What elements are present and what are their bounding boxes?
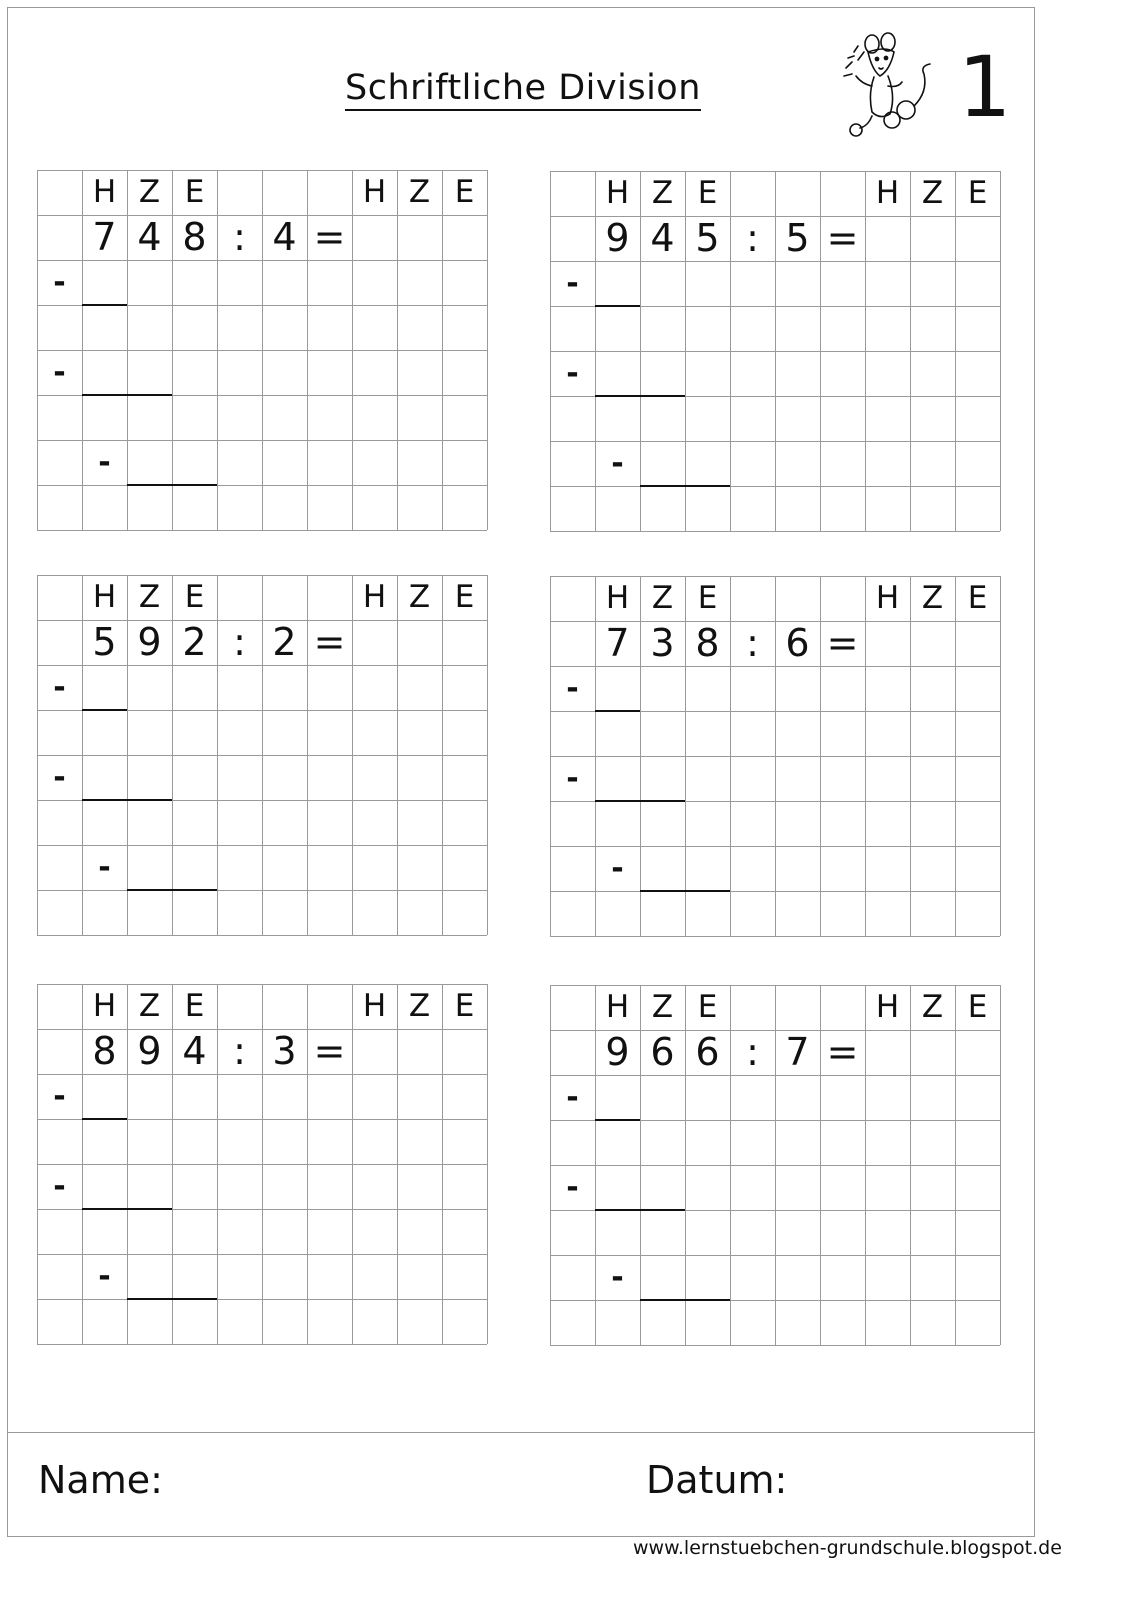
dividend-digit: 4 — [137, 215, 162, 259]
step-underline — [127, 484, 217, 486]
place-header-h: H — [605, 175, 630, 211]
minus-sign: - — [53, 1079, 66, 1114]
dividend-digit: 8 — [92, 1029, 117, 1073]
result-header-h: H — [362, 988, 387, 1024]
minus-sign: - — [566, 1170, 579, 1205]
minus-sign: - — [566, 1080, 579, 1115]
equals-sign: = — [826, 621, 859, 665]
minus-sign: - — [53, 670, 66, 705]
minus-sign: - — [53, 760, 66, 795]
step-underline — [82, 799, 172, 801]
minus-sign: - — [566, 761, 579, 796]
dividend-digit: 4 — [650, 216, 675, 260]
mouse-illustration — [828, 22, 946, 140]
result-header-h: H — [875, 989, 900, 1025]
place-header-h: H — [92, 988, 117, 1024]
divide-sign: : — [233, 1029, 246, 1073]
dividend-digit: 7 — [605, 621, 630, 665]
step-underline — [82, 304, 127, 306]
minus-sign: - — [53, 1169, 66, 1204]
place-header-e: E — [184, 988, 205, 1024]
divide-sign: : — [746, 621, 759, 665]
dividend-digit: 6 — [650, 1030, 675, 1074]
step-underline — [595, 305, 640, 307]
footer-divider — [8, 1432, 1034, 1433]
place-header-h: H — [92, 579, 117, 615]
divide-sign: : — [233, 620, 246, 664]
result-header-e: E — [454, 174, 475, 210]
dividend-digit: 9 — [137, 620, 162, 664]
page-title: Schriftliche Division — [345, 68, 701, 111]
divisor: 5 — [785, 216, 810, 260]
division-grid — [550, 576, 1000, 936]
step-underline — [82, 1118, 127, 1120]
result-header-e: E — [967, 989, 988, 1025]
place-header-e: E — [697, 989, 718, 1025]
place-header-z: Z — [651, 175, 674, 211]
dividend-digit: 3 — [650, 621, 675, 665]
division-grid — [550, 171, 1000, 531]
result-header-z: Z — [921, 175, 944, 211]
divisor: 3 — [272, 1029, 297, 1073]
dividend-digit: 2 — [182, 620, 207, 664]
minus-sign: - — [611, 851, 624, 886]
divide-sign: : — [233, 215, 246, 259]
dividend-digit: 9 — [605, 216, 630, 260]
place-header-h: H — [605, 580, 630, 616]
sheet-number: 1 — [958, 38, 1012, 136]
place-header-z: Z — [138, 579, 161, 615]
step-underline — [127, 1298, 217, 1300]
step-underline — [640, 485, 730, 487]
minus-sign: - — [566, 266, 579, 301]
result-header-h: H — [362, 174, 387, 210]
dividend-digit: 9 — [137, 1029, 162, 1073]
step-underline — [595, 1119, 640, 1121]
minus-sign: - — [611, 446, 624, 481]
equals-sign: = — [826, 1030, 859, 1074]
division-grid — [37, 984, 487, 1344]
result-header-e: E — [454, 579, 475, 615]
minus-sign: - — [566, 671, 579, 706]
result-header-z: Z — [408, 988, 431, 1024]
result-header-e: E — [967, 580, 988, 616]
result-header-z: Z — [921, 580, 944, 616]
equals-sign: = — [313, 620, 346, 664]
step-underline — [82, 709, 127, 711]
step-underline — [82, 1208, 172, 1210]
place-header-z: Z — [138, 988, 161, 1024]
result-header-h: H — [875, 175, 900, 211]
divisor: 4 — [272, 215, 297, 259]
place-header-h: H — [605, 989, 630, 1025]
minus-sign: - — [53, 265, 66, 300]
division-grid — [37, 170, 487, 530]
dividend-digit: 5 — [695, 216, 720, 260]
place-header-z: Z — [651, 580, 674, 616]
result-header-e: E — [967, 175, 988, 211]
step-underline — [640, 1299, 730, 1301]
step-underline — [595, 395, 685, 397]
step-underline — [595, 800, 685, 802]
divisor: 7 — [785, 1030, 810, 1074]
result-header-z: Z — [408, 579, 431, 615]
dividend-digit: 6 — [695, 1030, 720, 1074]
dividend-digit: 8 — [182, 215, 207, 259]
result-header-z: Z — [921, 989, 944, 1025]
divisor: 6 — [785, 621, 810, 665]
dividend-digit: 5 — [92, 620, 117, 664]
result-header-h: H — [362, 579, 387, 615]
divide-sign: : — [746, 1030, 759, 1074]
division-grid — [550, 985, 1000, 1345]
place-header-e: E — [697, 580, 718, 616]
step-underline — [595, 1209, 685, 1211]
date-label: Datum: — [646, 1458, 788, 1502]
step-underline — [595, 710, 640, 712]
place-header-z: Z — [651, 989, 674, 1025]
result-header-h: H — [875, 580, 900, 616]
dividend-digit: 9 — [605, 1030, 630, 1074]
minus-sign: - — [566, 356, 579, 391]
dividend-digit: 8 — [695, 621, 720, 665]
step-underline — [127, 889, 217, 891]
divide-sign: : — [746, 216, 759, 260]
dividend-digit: 4 — [182, 1029, 207, 1073]
equals-sign: = — [826, 216, 859, 260]
dividend-digit: 7 — [92, 215, 117, 259]
minus-sign: - — [98, 850, 111, 885]
minus-sign: - — [611, 1260, 624, 1295]
name-label: Name: — [38, 1458, 163, 1502]
minus-sign: - — [53, 355, 66, 390]
minus-sign: - — [98, 445, 111, 480]
place-header-e: E — [184, 579, 205, 615]
place-header-e: E — [184, 174, 205, 210]
divisor: 2 — [272, 620, 297, 664]
equals-sign: = — [313, 215, 346, 259]
step-underline — [82, 394, 172, 396]
place-header-h: H — [92, 174, 117, 210]
minus-sign: - — [98, 1259, 111, 1294]
result-header-z: Z — [408, 174, 431, 210]
equals-sign: = — [313, 1029, 346, 1073]
place-header-z: Z — [138, 174, 161, 210]
step-underline — [640, 890, 730, 892]
division-grid — [37, 575, 487, 935]
place-header-e: E — [697, 175, 718, 211]
result-header-e: E — [454, 988, 475, 1024]
source-url: www.lernstuebchen-grundschule.blogspot.de — [633, 1537, 1062, 1559]
